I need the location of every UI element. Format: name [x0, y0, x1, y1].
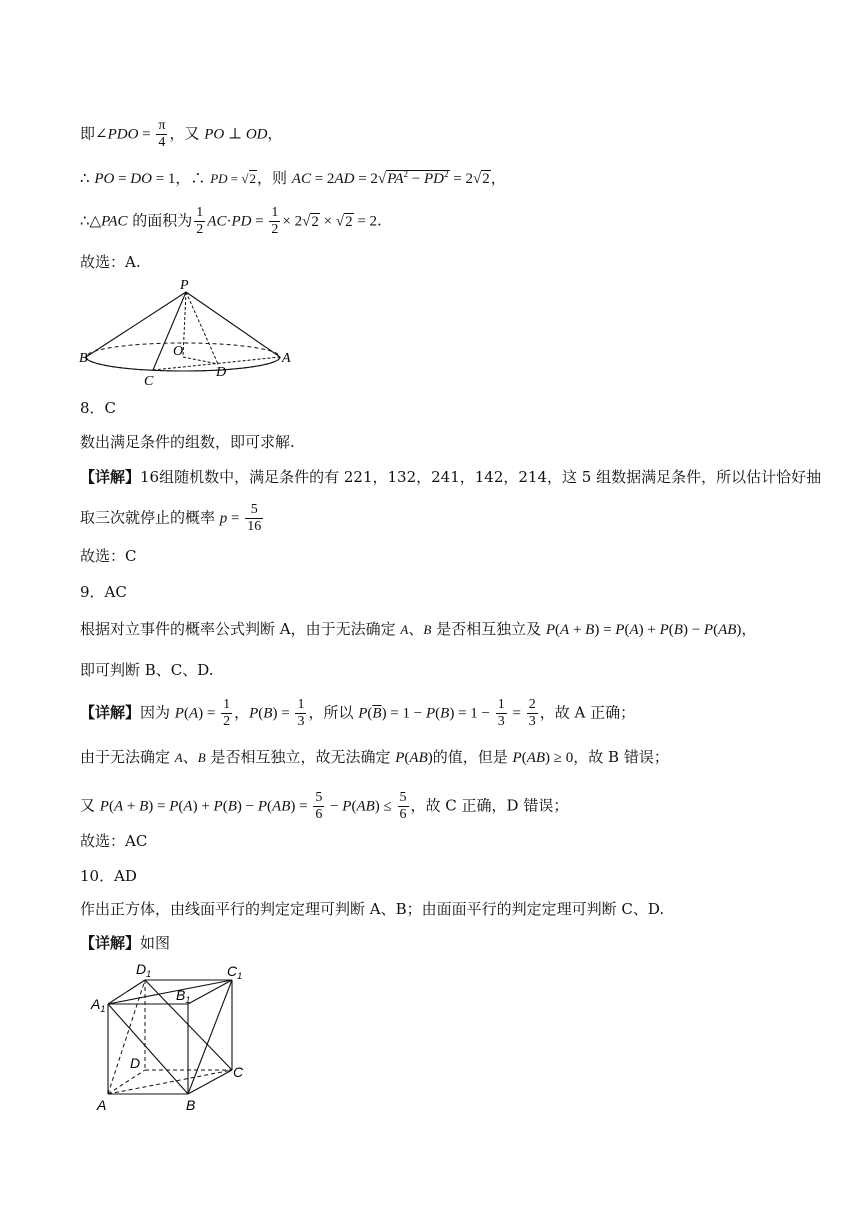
solution-line-2: ∴ PO = DO = 1，∴ PD = √2，则 AC = $2AD = 2√PA^2 - PD^2 = 2√2$，	[80, 169, 506, 187]
q9-detail-b: 由于无法确定 A、B 是否相互独立，故无法确定 P(AB)的值，但是 P(AB) ≥ 0，故 B 错误；	[80, 748, 669, 766]
cube-label-b: B	[186, 1097, 196, 1113]
q9-hint-a: 根据对立事件的概率公式判断 A，由于无法确定 A、B 是否相互独立及 P(A + B) = P(A) + P(B) − P(AB)，	[80, 620, 757, 638]
cube-label-a: A	[97, 1097, 107, 1113]
solution-line-1: 即∠PDO = $\frac{\pi}{4}$ ，又 PO ⊥ OD，	[80, 118, 283, 150]
cube-figure	[88, 962, 258, 1117]
q9-detail-a: 【详解】因为 P(A) = $\frac{1}{2}$ ，P(B) = $\frac{1}{3}$ ，所以 $P(\overline{B}) = 1 - P(B) = 1$ − $\frac{1}{3}$ = $\frac{2}{3}$ ，故 A 正确；	[80, 697, 636, 729]
cone-label-o: O	[173, 344, 184, 359]
cone-label-p: P	[180, 278, 189, 293]
q8-choice: 故选：C	[80, 547, 137, 565]
solution-line-3: ∴△PAC 的面积为 $\frac{1}{2}$ AC·PD = $\frac{1}{2}$ × 2√2 × √2 = 2.	[80, 205, 382, 237]
cube-label-a1: $A_1$	[91, 996, 106, 1014]
cube-label-c1: $C_1$	[227, 963, 243, 981]
cube-label-d1: $D_1$	[136, 962, 152, 979]
cone-figure	[78, 276, 303, 391]
q8-answer: 8．C	[80, 399, 117, 417]
q9-choice: 故选：AC	[80, 832, 148, 850]
q10-answer: 10．AD	[80, 867, 137, 885]
q8-hint: 数出满足条件的组数，即可求解.	[80, 433, 295, 451]
cone-label-b: B	[79, 351, 88, 366]
answer-line: 故选：A.	[80, 253, 141, 271]
q8-detail-b: 取三次就停止的概率 p = $\frac{5}{16}$	[80, 502, 262, 534]
cone-label-c: C	[144, 374, 154, 389]
q8-detail-a: 【详解】16组随机数中，满足条件的有 221，132，241，142，214，这 5 组数据满足条件，所以估计恰好抽	[80, 468, 822, 486]
q10-detail: 【详解】如图	[80, 934, 171, 952]
q9-answer: 9．AC	[80, 583, 127, 601]
cube-label-c: C	[233, 1064, 244, 1080]
cone-label-a: A	[282, 351, 291, 366]
cone-label-d: D	[216, 365, 227, 380]
cube-label-b1: $B_1$	[176, 987, 191, 1005]
q10-hint: 作出正方体，由线面平行的判定定理可判断 A、B；由面面平行的判定定理可判断 C、D.	[80, 900, 665, 918]
q9-detail-c: 又 P(A + B) = P(A) + P(B) − P(AB) = $\frac{5}{6}$ − P(AB) ≤ $\frac{5}{6}$ ，故 C 正确，D 错误；	[80, 790, 569, 822]
cube-label-d: D	[130, 1055, 141, 1071]
q9-hint-b: 即可判断 B、C、D.	[80, 661, 214, 679]
